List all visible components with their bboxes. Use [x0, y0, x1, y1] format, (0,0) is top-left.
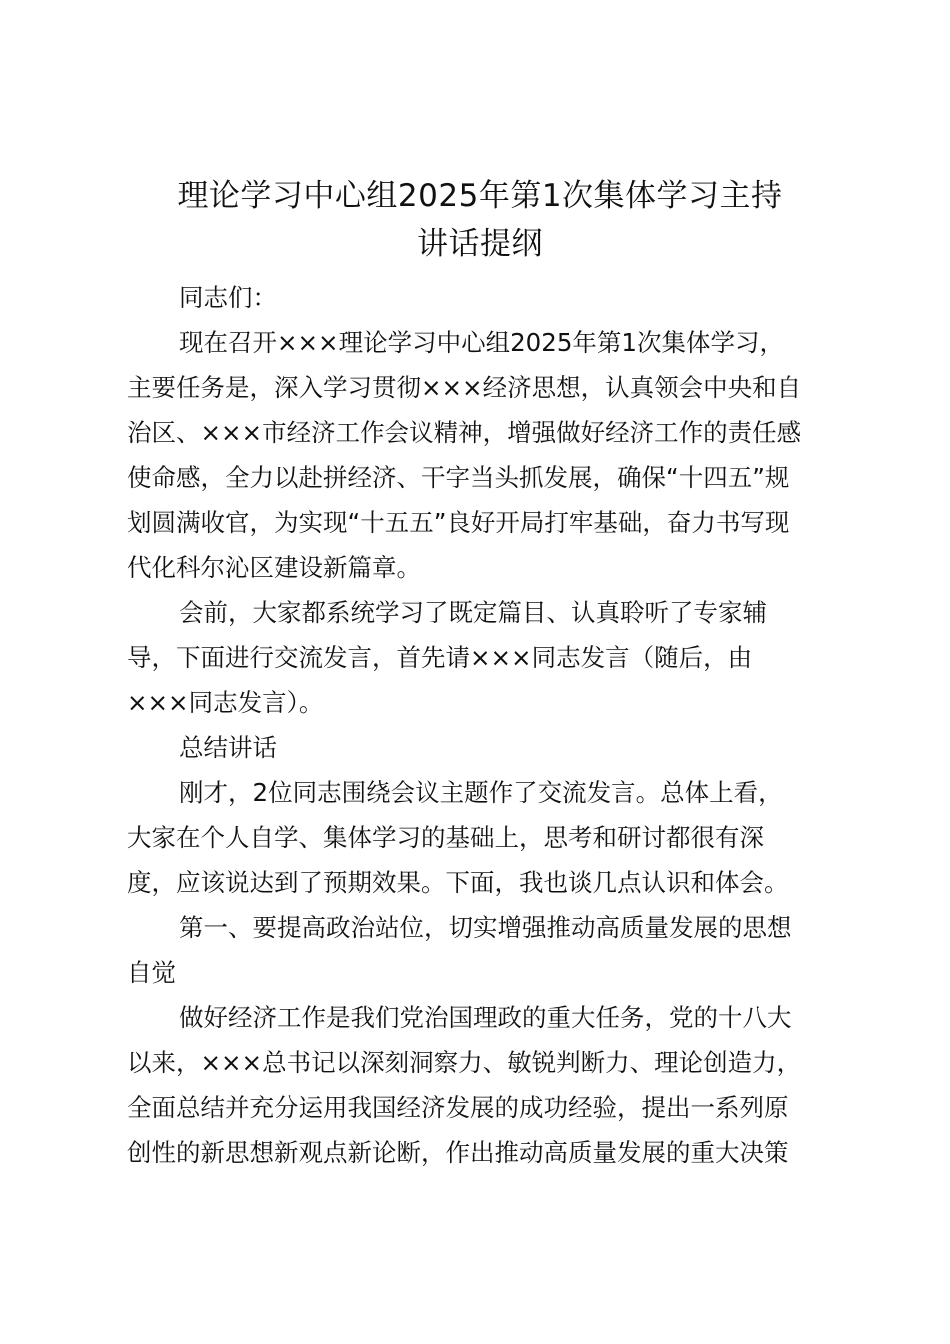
paragraph-line: 划圆满收官，为实现“十五五”良好开局打牢基础，奋力书写现	[127, 508, 790, 537]
paragraph-line: 代化科尔沁区建设新篇章。	[127, 553, 421, 582]
paragraph-line: 大家在个人自学、集体学习的基础上，思考和研讨都很有深	[127, 823, 764, 852]
paragraph-line: 现在召开×××理论学习中心组2025年第1次集体学习，	[179, 328, 785, 357]
section-heading-summary	[127, 725, 833, 770]
paragraph-economy	[127, 995, 833, 1175]
section-heading: 总结讲话	[179, 733, 277, 762]
paragraph-opening	[127, 320, 833, 590]
title-line-2: 讲话提纲	[417, 226, 543, 262]
paragraph-line: 刚才，2位同志围绕会议主题作了交流发言。总体上看，	[179, 778, 783, 807]
greeting-text: 同志们：	[179, 283, 277, 312]
document-title	[110, 172, 850, 268]
paragraph-line: 全面总结并充分运用我国经济发展的成功经验，提出一系列原	[127, 1093, 789, 1122]
paragraph-summary	[127, 770, 833, 905]
paragraph-line: 会前，大家都系统学习了既定篇目、认真聆听了专家辅	[179, 598, 767, 627]
paragraph-line: 创性的新思想新观点新论断，作出推动高质量发展的重大决策	[127, 1138, 789, 1167]
section-heading: 自觉	[127, 958, 176, 987]
paragraph-line: 导，下面进行交流发言，首先请×××同志发言（随后，由	[127, 643, 753, 672]
paragraph-line: 度，应该说达到了预期效果。下面，我也谈几点认识和体会。	[127, 868, 789, 897]
paragraph-line: 以来，×××总书记以深刻洞察力、敏锐判断力、理论创造力，	[127, 1048, 802, 1077]
paragraph-line: 主要任务是，深入学习贯彻×××经济思想，认真领会中央和自	[127, 373, 802, 402]
section-heading-first	[127, 905, 833, 995]
paragraph-line: 治区、×××市经济工作会议精神，增强做好经济工作的责任感	[127, 418, 802, 447]
paragraph-line: ×××同志发言）。	[127, 688, 324, 717]
greeting	[127, 275, 833, 320]
section-heading: 第一、要提高政治站位，切实增强推动高质量发展的思想	[179, 913, 792, 942]
title-line-1: 理论学习中心组2025年第1次集体学习主持	[177, 178, 783, 214]
paragraph-line: 使命感，全力以赴拼经济、干字当头抓发展，确保“十四五”规	[127, 463, 790, 492]
document-body	[127, 275, 833, 1175]
paragraph-discussion	[127, 590, 833, 725]
paragraph-line: 做好经济工作是我们党治国理政的重大任务，党的十八大	[179, 1003, 792, 1032]
